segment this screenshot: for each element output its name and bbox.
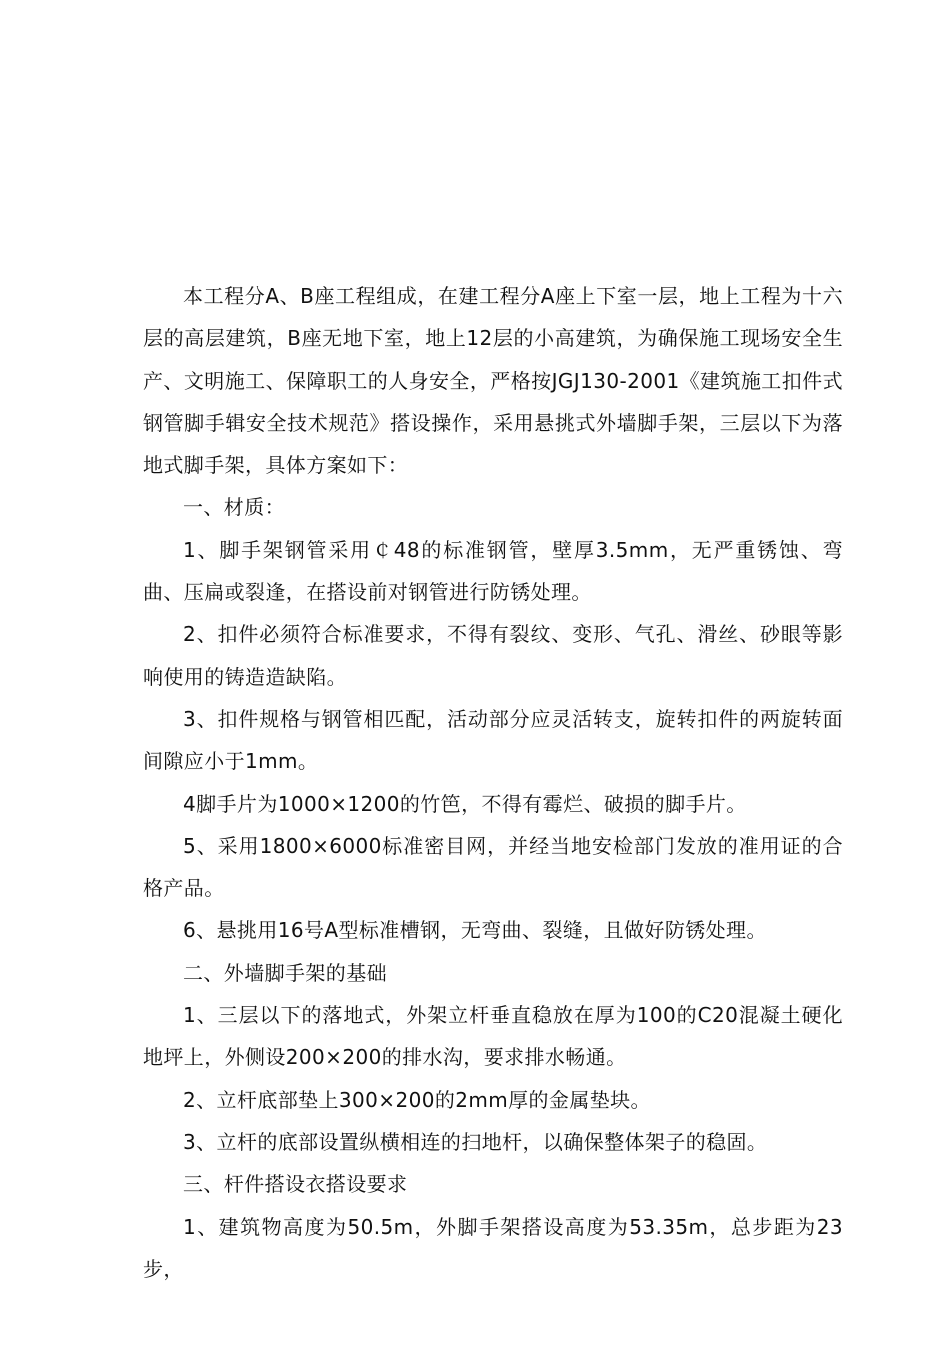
paragraph-foundation-3: 3、立杆的底部设置纵横相连的扫地杆，以确保整体架子的稳固。	[183, 1129, 768, 1154]
section-heading-materials: 一、材质：	[183, 495, 285, 520]
section-heading-erection: 三、杆件搭设衣搭设要求	[183, 1172, 408, 1197]
paragraph-material-6: 6、悬挑用16号A型标准槽钢，无弯曲、裂缝，且做好防锈处理。	[183, 918, 767, 943]
paragraph-erection-1: 1、建筑物高度为50.5m，外脚手架搭设高度为53.35m，总步距为23步，	[143, 1214, 843, 1281]
paragraph-foundation-1: 1、三层以下的落地式，外架立杆垂直稳放在厚为100的C20混凝土硬化地坪上，外侧设200×200的排水沟，要求排水畅通。	[143, 1003, 843, 1070]
paragraph-material-3: 3、扣件规格与钢管相匹配，活动部分应灵活转支，旋转扣件的两旋转面间隙应小于1mm。	[143, 706, 843, 774]
paragraph-material-5: 5、采用1800×6000标准密目网，并经当地安检部门发放的准用证的合格产品。	[143, 833, 843, 901]
paragraph-material-2: 2、扣件必须符合标准要求，不得有裂纹、变形、气孔、滑丝、砂眼等影响使用的铸造造缺陷。	[143, 622, 843, 689]
paragraph-project-overview: 本工程分A、B座工程组成，在建工程分A座上下室一层，地上工程为十六层的高层建筑，B座无地下室，地上12层的小高建筑，为确保施工现场安全生产、文明施工、保障职工的人身安全，严格按JGJ130-2001《建筑施工扣件式钢管脚手辑安全技术规范》搭设操作，采用悬挑式外墙脚手架，三层以下为落地式脚手架，具体方案如下：	[143, 284, 843, 478]
section-heading-foundation: 二、外墙脚手架的基础	[183, 960, 387, 985]
paragraph-foundation-2: 2、立杆底部垫上300×200的2mm厚的金属垫块。	[183, 1087, 651, 1112]
document-body	[143, 275, 843, 1290]
paragraph-material-4: 4脚手片为1000×1200的竹笆，不得有霉烂、破损的脚手片。	[183, 791, 747, 816]
paragraph-material-1: 1、脚手架钢管采用￠48的标准钢管，壁厚3.5mm，无严重锈蚀、弯曲、压扁或裂逢，在搭设前对钢管进行防锈处理。	[143, 537, 843, 605]
